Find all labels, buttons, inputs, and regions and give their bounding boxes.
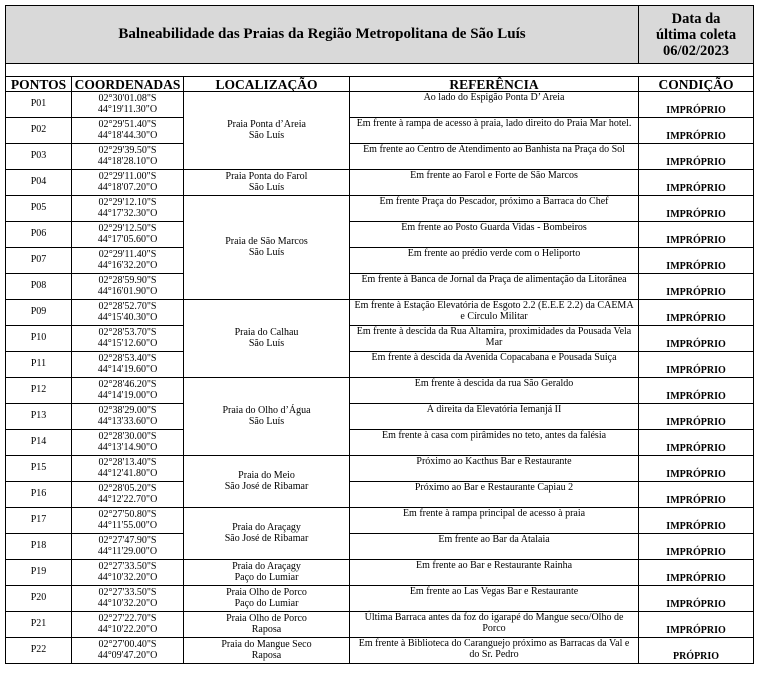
point-id: P13 <box>6 404 72 430</box>
longitude: 44°17'05.60"O <box>97 233 158 245</box>
longitude: 44°16'32.20"O <box>97 259 158 271</box>
latitude: 02°29'51.40"S <box>98 119 157 130</box>
col-header-condicao: CONDIÇÃO <box>639 77 754 92</box>
table-row <box>6 560 754 586</box>
condition-status: IMPRÓPRIO <box>639 326 754 352</box>
coordinates <box>72 196 184 222</box>
location-beach: Praia do Mangue Seco <box>221 639 312 650</box>
condition-status: IMPRÓPRIO <box>639 274 754 300</box>
table-row <box>6 430 754 456</box>
condition-status: IMPRÓPRIO <box>639 508 754 534</box>
coordinates <box>72 118 184 144</box>
location-city: Raposa <box>251 649 282 661</box>
table-row <box>6 326 754 352</box>
point-id: P15 <box>6 456 72 482</box>
reference: Em frente à rampa principal de acesso à praia <box>350 508 639 534</box>
reference: Em frente ao prédio verde com o Heliporto <box>350 248 639 274</box>
condition-status: PRÓPRIO <box>639 638 754 664</box>
longitude: 44°10'22.20"O <box>97 623 158 635</box>
longitude: 44°11'55.00"O <box>97 519 158 531</box>
condition-status: IMPRÓPRIO <box>639 560 754 586</box>
col-header-referencia: REFERÊNCIA <box>350 77 639 92</box>
table-row <box>6 482 754 508</box>
table-row <box>6 534 754 560</box>
condition-status: IMPRÓPRIO <box>639 118 754 144</box>
location-city: São Luís <box>248 246 285 258</box>
longitude: 44°11'29.00"O <box>97 545 158 557</box>
coordinates <box>72 430 184 456</box>
latitude: 02°29'11.00"S <box>98 171 157 182</box>
condition-status: IMPRÓPRIO <box>639 482 754 508</box>
date-label-line1: Data da <box>671 10 721 27</box>
longitude: 44°13'33.60"O <box>97 415 158 427</box>
location-city: São José de Ribamar <box>224 532 309 544</box>
location <box>184 92 350 170</box>
table-row <box>6 118 754 144</box>
latitude: 02°28'46.20"S <box>98 379 157 390</box>
table-row <box>6 170 754 196</box>
location <box>184 508 350 560</box>
longitude: 44°12'22.70"O <box>97 493 158 505</box>
reference: Próximo ao Kacthus Bar e Restaurante <box>350 456 639 482</box>
location-beach: Praia do Calhau <box>234 327 299 338</box>
longitude: 44°15'12.60"O <box>97 337 158 349</box>
longitude: 44°10'32.20"O <box>97 597 158 609</box>
latitude: 02°29'11.40"S <box>98 249 157 260</box>
table-row <box>6 248 754 274</box>
location-beach: Praia Ponta do Farol <box>225 171 308 182</box>
coordinates <box>72 612 184 638</box>
table-row <box>6 274 754 300</box>
location-beach: Praia de São Marcos <box>225 236 308 247</box>
point-id: P19 <box>6 560 72 586</box>
coordinates <box>72 404 184 430</box>
longitude: 44°14'19.00"O <box>97 389 158 401</box>
location <box>184 456 350 508</box>
reference: Em frente ao Posto Guarda Vidas - Bombeiros <box>350 222 639 248</box>
point-id: P18 <box>6 534 72 560</box>
longitude: 44°16'01.90"O <box>97 285 158 297</box>
reference: Em frente à Banca de Jornal da Praça de alimentação da Litorânea <box>350 274 639 300</box>
condition-status: IMPRÓPRIO <box>639 144 754 170</box>
table-row <box>6 586 754 612</box>
longitude: 44°15'40.30"O <box>97 311 158 323</box>
point-id: P12 <box>6 378 72 404</box>
location-city: São Luís <box>248 181 285 193</box>
longitude: 44°14'19.60"O <box>97 363 158 375</box>
location-city: São Luís <box>248 337 285 349</box>
location <box>184 378 350 456</box>
location <box>184 586 350 612</box>
table-row <box>6 196 754 222</box>
point-id: P01 <box>6 92 72 118</box>
reference: Última Barraca antes da foz do igarapé do Mangue seco/Olho de Porco <box>350 612 639 638</box>
latitude: 02°38'29.00"S <box>98 405 157 416</box>
longitude: 44°10'32.20"O <box>97 571 158 583</box>
latitude: 02°29'39.50"S <box>98 145 157 156</box>
coordinates <box>72 274 184 300</box>
reference: Em frente à descida da Rua Altamira, proximidades da Pousada Vela Mar <box>350 326 639 352</box>
coordinates <box>72 456 184 482</box>
condition-status: IMPRÓPRIO <box>639 196 754 222</box>
location-beach: Praia do Meio <box>238 470 295 481</box>
date-label-line2: última coleta <box>655 26 737 43</box>
table-row <box>6 300 754 326</box>
balneability-table <box>5 5 754 664</box>
condition-status: IMPRÓPRIO <box>639 378 754 404</box>
condition-status: IMPRÓPRIO <box>639 404 754 430</box>
coordinates <box>72 92 184 118</box>
table-row <box>6 612 754 638</box>
last-collection-date <box>639 6 754 64</box>
point-id: P14 <box>6 430 72 456</box>
point-id: P21 <box>6 612 72 638</box>
table-row <box>6 378 754 404</box>
coordinates <box>72 170 184 196</box>
location-beach: Praia Olho de Porco <box>226 587 307 598</box>
table-row <box>6 508 754 534</box>
condition-status: IMPRÓPRIO <box>639 586 754 612</box>
reference: À direita da Elevatória Iemanjá II <box>350 404 639 430</box>
condition-status: IMPRÓPRIO <box>639 612 754 638</box>
point-id: P07 <box>6 248 72 274</box>
point-id: P10 <box>6 326 72 352</box>
longitude: 44°18'07.20"O <box>97 181 158 193</box>
point-id: P03 <box>6 144 72 170</box>
condition-status: IMPRÓPRIO <box>639 430 754 456</box>
location-city: São José de Ribamar <box>224 480 309 492</box>
condition-status: IMPRÓPRIO <box>639 456 754 482</box>
point-id: P16 <box>6 482 72 508</box>
location <box>184 612 350 638</box>
location-city: São Luís <box>248 415 285 427</box>
point-id: P04 <box>6 170 72 196</box>
latitude: 02°28'59.90"S <box>98 275 157 286</box>
col-header-coordenadas: COORDENADAS <box>72 77 184 92</box>
longitude: 44°18'28.10"O <box>97 155 158 167</box>
coordinates <box>72 326 184 352</box>
location <box>184 170 350 196</box>
latitude: 02°27'47.90"S <box>98 535 157 546</box>
latitude: 02°28'53.70"S <box>98 327 157 338</box>
longitude: 44°17'32.30"O <box>97 207 158 219</box>
location-beach: Praia do Araçagy <box>232 522 301 533</box>
coordinates <box>72 300 184 326</box>
latitude: 02°27'33.50"S <box>98 561 157 572</box>
latitude: 02°27'50.80"S <box>98 509 157 520</box>
reference: Ao lado do Espigão Ponta D’ Areia <box>350 92 639 118</box>
location-city: Paço do Lumiar <box>234 571 299 583</box>
coordinates <box>72 248 184 274</box>
coordinates <box>72 378 184 404</box>
condition-status: IMPRÓPRIO <box>639 170 754 196</box>
coordinates <box>72 508 184 534</box>
reference: Próximo ao Bar e Restaurante Capiau 2 <box>350 482 639 508</box>
condition-status: IMPRÓPRIO <box>639 352 754 378</box>
point-id: P05 <box>6 196 72 222</box>
table-row <box>6 352 754 378</box>
coordinates <box>72 534 184 560</box>
location <box>184 196 350 300</box>
coordinates <box>72 482 184 508</box>
point-id: P02 <box>6 118 72 144</box>
reference: Em frente à Estação Elevatória de Esgoto 2.2 (E.E.E 2.2) da CAEMA e Círculo Militar <box>350 300 639 326</box>
latitude: 02°29'12.50"S <box>98 223 157 234</box>
location-beach: Praia do Olho d’Água <box>222 405 311 416</box>
coordinates <box>72 144 184 170</box>
longitude: 44°13'14.90"O <box>97 441 158 453</box>
coordinates <box>72 586 184 612</box>
coordinates <box>72 560 184 586</box>
location-beach: Praia Olho de Porco <box>226 613 307 624</box>
reference: Em frente à rampa de acesso à praia, lado direito do Praia Mar hotel. <box>350 118 639 144</box>
reference: Em frente ao Bar e Restaurante Rainha <box>350 560 639 586</box>
reference: Em frente ao Bar da Atalaia <box>350 534 639 560</box>
location-beach: Praia do Araçagy <box>232 561 301 572</box>
table-row <box>6 456 754 482</box>
condition-status: IMPRÓPRIO <box>639 222 754 248</box>
condition-status: IMPRÓPRIO <box>639 534 754 560</box>
col-header-pontos: PONTOS <box>6 77 72 92</box>
location <box>184 300 350 378</box>
condition-status: IMPRÓPRIO <box>639 92 754 118</box>
point-id: P22 <box>6 638 72 664</box>
point-id: P11 <box>6 352 72 378</box>
point-id: P09 <box>6 300 72 326</box>
location-city: São Luís <box>248 129 285 141</box>
latitude: 02°29'12.10"S <box>98 197 157 208</box>
table-row <box>6 144 754 170</box>
reference: Em frente à descida da Avenida Copacabana e Pousada Suiça <box>350 352 639 378</box>
reference: Em frente Praça do Pescador, próximo a Barraca do Chef <box>350 196 639 222</box>
spacer-row <box>6 64 754 77</box>
latitude: 02°27'00.40"S <box>98 639 157 650</box>
coordinates <box>72 638 184 664</box>
longitude: 44°19'11.30"O <box>97 103 158 115</box>
location <box>184 638 350 664</box>
longitude: 44°12'41.80"O <box>97 467 158 479</box>
longitude: 44°09'47.20"O <box>97 649 158 661</box>
reference: Em frente à descida da rua São Geraldo <box>350 378 639 404</box>
col-header-localizacao: LOCALIZAÇÃO <box>184 77 350 92</box>
location-beach: Praia Ponta d’Areia <box>227 119 306 130</box>
table-row <box>6 638 754 664</box>
latitude: 02°28'52.70"S <box>98 301 157 312</box>
reference: Em frente ao Farol e Forte de São Marcos <box>350 170 639 196</box>
coordinates <box>72 352 184 378</box>
latitude: 02°27'22.70"S <box>98 613 157 624</box>
table-row <box>6 92 754 118</box>
longitude: 44°18'44.30"O <box>97 129 158 141</box>
table-row <box>6 404 754 430</box>
reference: Em frente à casa com pirâmides no teto, antes da falésia <box>350 430 639 456</box>
point-id: P17 <box>6 508 72 534</box>
latitude: 02°27'33.50"S <box>98 587 157 598</box>
coordinates <box>72 222 184 248</box>
location <box>184 560 350 586</box>
condition-status: IMPRÓPRIO <box>639 248 754 274</box>
latitude: 02°28'30.00"S <box>98 431 157 442</box>
location-city: Raposa <box>251 623 282 635</box>
reference: Em frente ao Centro de Atendimento ao Banhista na Praça do Sol <box>350 144 639 170</box>
latitude: 02°28'05.20"S <box>98 483 157 494</box>
reference: Em frente ao Las Vegas Bar e Restaurante <box>350 586 639 612</box>
latitude: 02°30'01.08"S <box>98 93 157 104</box>
point-id: P08 <box>6 274 72 300</box>
reference: Em frente à Biblioteca do Caranguejo próximo as Barracas da Val e do Sr. Pedro <box>350 638 639 664</box>
document-title: Balneabilidade das Praias da Região Metropolitana de São Luís <box>6 6 639 64</box>
beach-quality-document <box>5 5 753 664</box>
latitude: 02°28'13.40"S <box>98 457 157 468</box>
point-id: P20 <box>6 586 72 612</box>
table-row <box>6 222 754 248</box>
latitude: 02°28'53.40"S <box>98 353 157 364</box>
date-value: 06/02/2023 <box>663 42 730 59</box>
location-city: Paço do Lumiar <box>234 597 299 609</box>
condition-status: IMPRÓPRIO <box>639 300 754 326</box>
point-id: P06 <box>6 222 72 248</box>
